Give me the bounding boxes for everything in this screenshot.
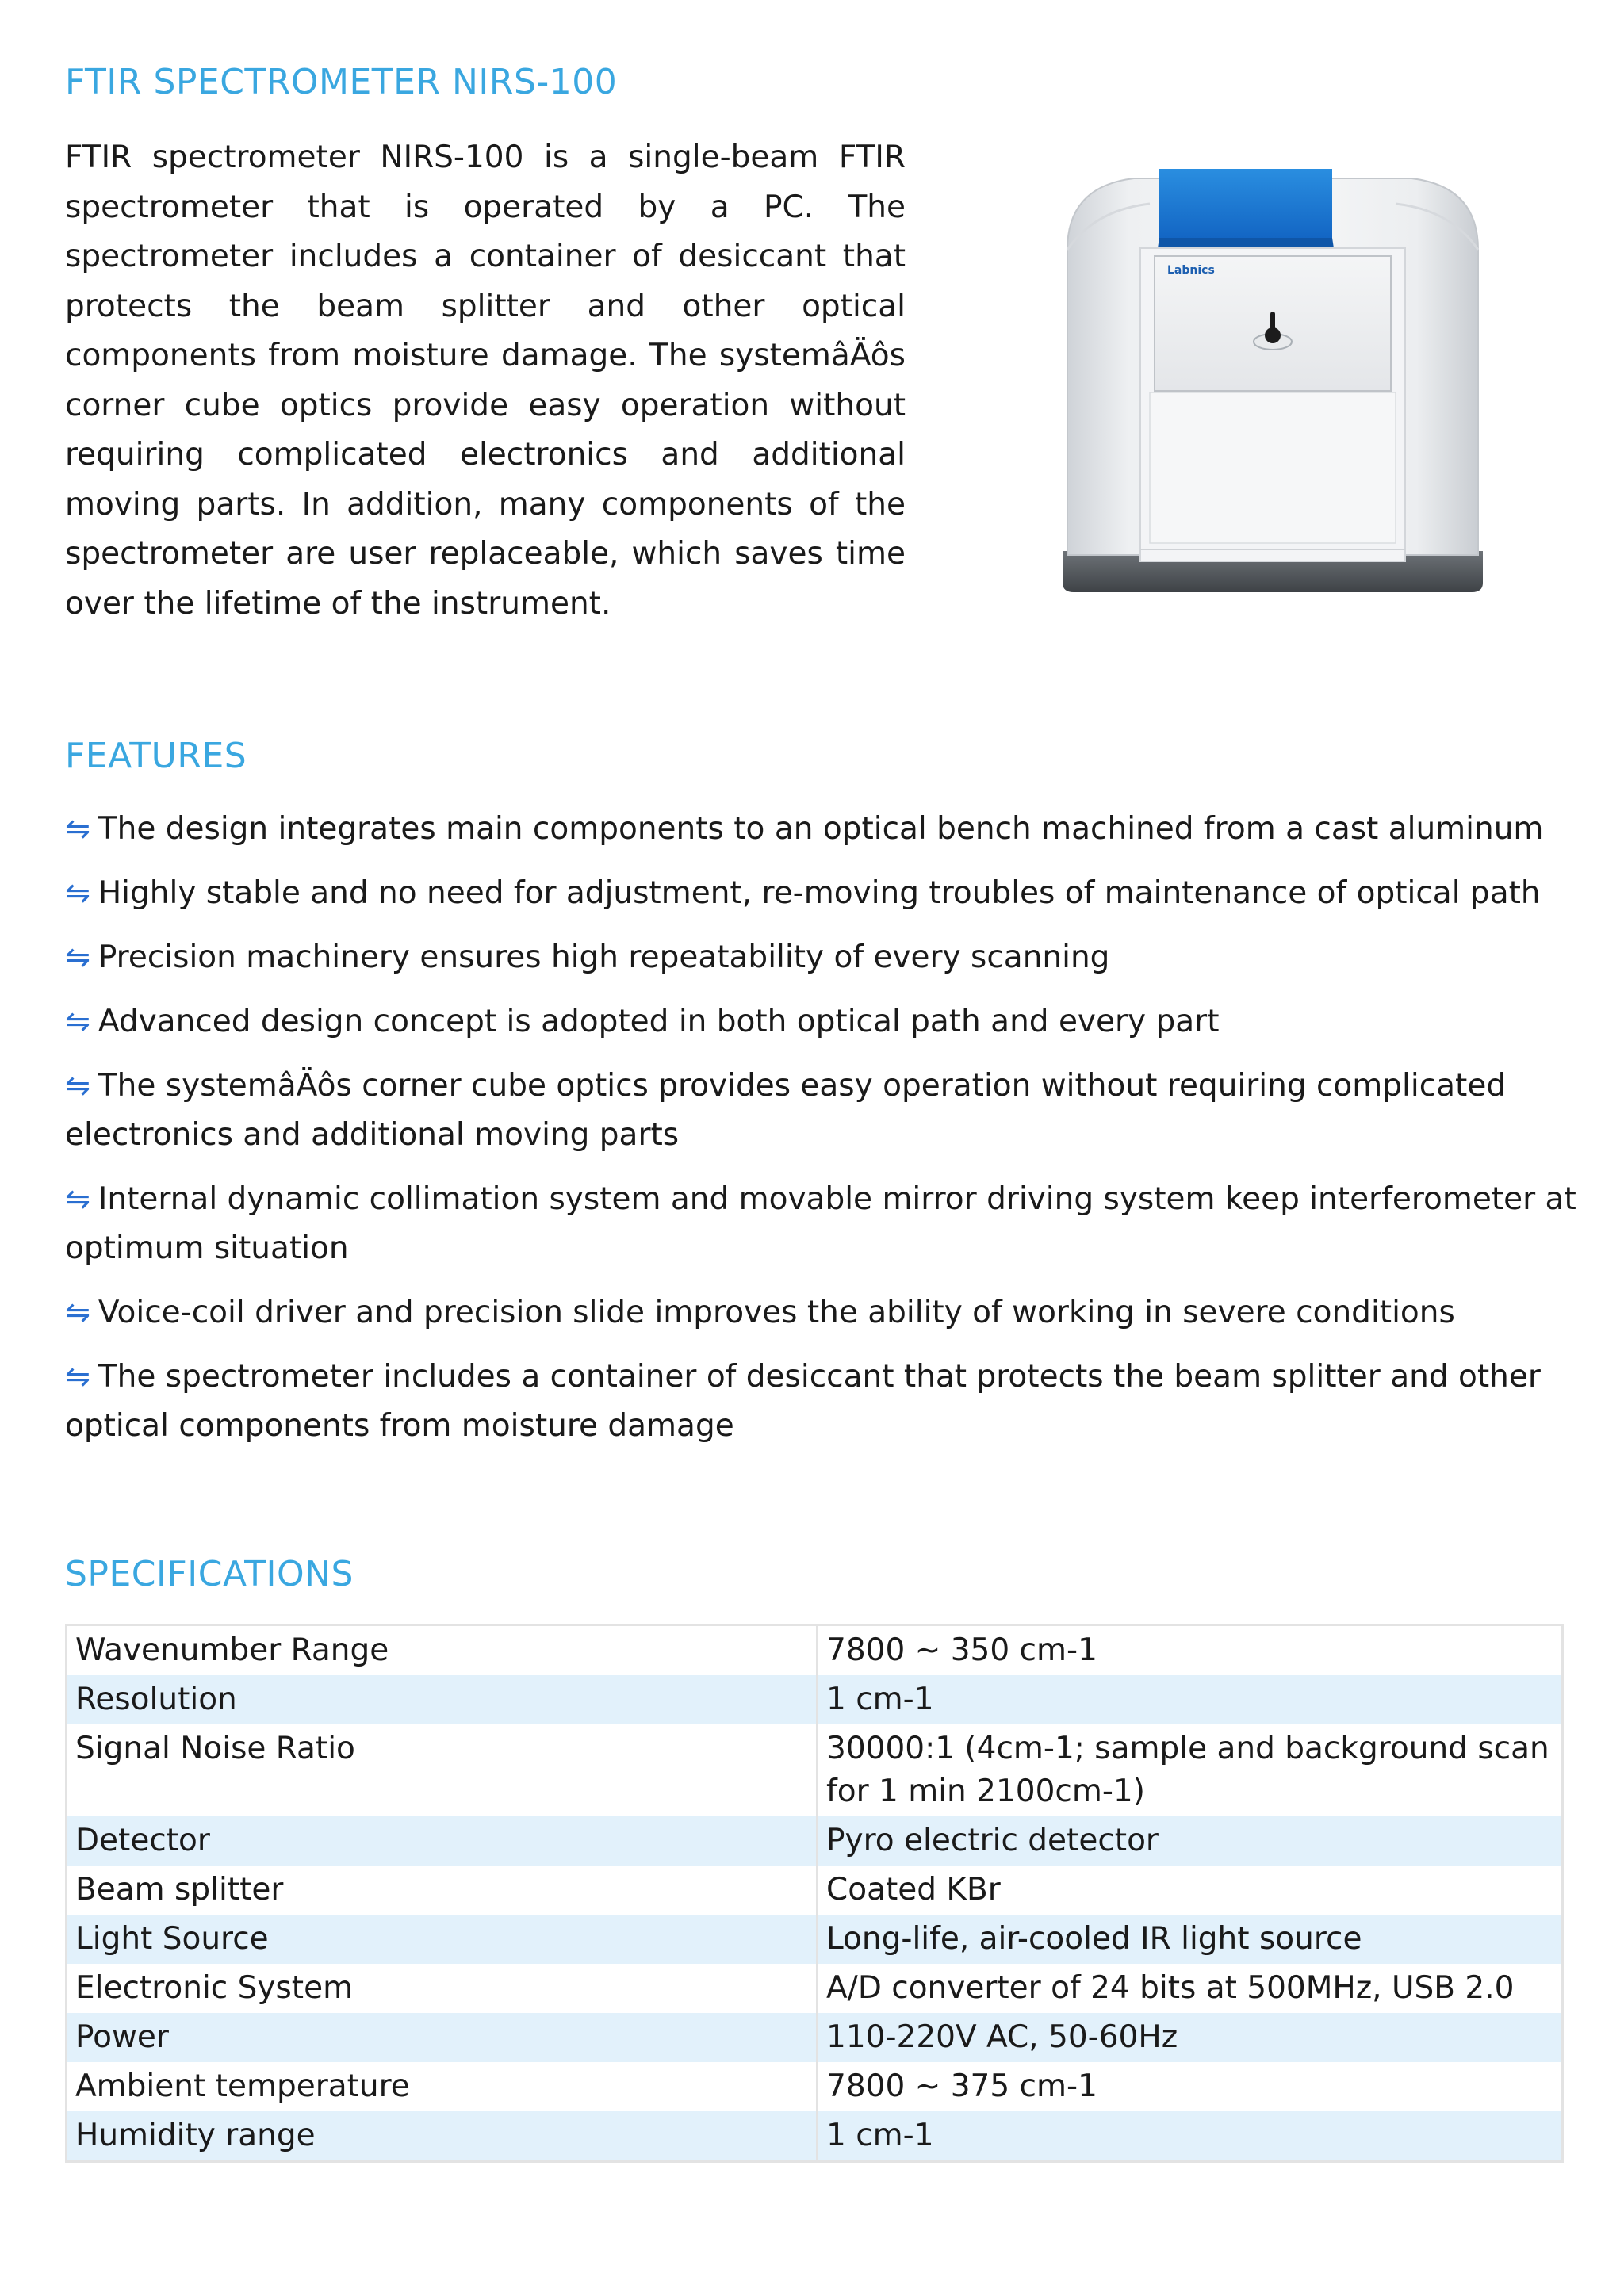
spec-label: Electronic System bbox=[75, 1970, 354, 2006]
svg-text:Labnics: Labnics bbox=[1167, 264, 1215, 277]
intro-paragraph: FTIR spectrometer NIRS-100 is a single-beam FTIR spectrometer that is operated by a PC. The spectrometer includes a container of desiccant that protects the beam splitter and other optical components from moisture damage. The systemâÄôs corner cube optics provide easy operation without requiring complicated electronics and additional moving parts. In addition, many components of the spectrometer are user replaceable, which saves time over the lifetime of the instrument. bbox=[65, 140, 906, 622]
spec-label: Humidity range bbox=[67, 2111, 818, 2162]
bullet-arrows-icon: ⇋ bbox=[65, 1181, 90, 1216]
feature-text: Precision machinery ensures high repeatability of every scanning bbox=[98, 939, 1110, 975]
spec-label: Light Source bbox=[67, 1915, 818, 1964]
feature-item bbox=[65, 1061, 1580, 1160]
feature-item bbox=[65, 932, 1580, 982]
spec-label: Ambient temperature bbox=[75, 2068, 410, 2104]
table-row bbox=[67, 1625, 1563, 1676]
bullet-arrows-icon: ⇋ bbox=[65, 1359, 90, 1394]
feature-text: Highly stable and no need for adjustment, re-moving troubles of maintenance of optical path bbox=[98, 875, 1541, 911]
feature-item bbox=[65, 804, 1580, 854]
spec-value: Coated KBr bbox=[818, 1866, 1563, 1915]
table-row bbox=[67, 1866, 1563, 1915]
table-row bbox=[67, 1675, 1563, 1724]
page-title: FTIR SPECTROMETER NIRS-100 bbox=[65, 62, 618, 102]
feature-text: The systemâÄôs corner cube optics provides easy operation without requiring complicated electronics and additional moving parts bbox=[65, 1068, 1507, 1153]
bullet-arrows-icon: ⇋ bbox=[65, 1004, 90, 1039]
spec-value: A/D converter of 24 bits at 500MHz, USB 2.0 bbox=[818, 1964, 1563, 2013]
feature-item bbox=[65, 868, 1580, 918]
spec-label: Resolution bbox=[67, 1675, 818, 1724]
spec-value: 30000:1 (4cm-1; sample and background scan for 1 min 2100cm-1) bbox=[818, 1724, 1563, 1816]
bullet-arrows-icon: ⇋ bbox=[65, 1068, 90, 1103]
features-list bbox=[65, 804, 1580, 1465]
feature-text: The spectrometer includes a container of desiccant that protects the beam splitter and other optical components from moisture damage bbox=[65, 1359, 1541, 1444]
spec-label: Beam splitter bbox=[75, 1872, 284, 1908]
feature-item bbox=[65, 1288, 1580, 1337]
bullet-arrows-icon: ⇋ bbox=[65, 1295, 90, 1330]
spec-label: Signal Noise Ratio bbox=[75, 1731, 355, 1766]
table-row bbox=[67, 1915, 1563, 1964]
table-row bbox=[67, 1964, 1563, 2013]
bullet-arrows-icon: ⇋ bbox=[65, 939, 90, 974]
specifications-heading: SPECIFICATIONS bbox=[65, 1554, 354, 1594]
spec-value: 7800 ~ 350 cm-1 bbox=[818, 1625, 1563, 1676]
feature-item bbox=[65, 1174, 1580, 1273]
feature-text: Internal dynamic collimation system and movable mirror driving system keep interferometer at optimum situation bbox=[65, 1181, 1576, 1266]
table-row bbox=[67, 1724, 1563, 1816]
spec-value: 1 cm-1 bbox=[818, 1675, 1563, 1724]
spec-value: 7800 ~ 375 cm-1 bbox=[818, 2062, 1563, 2111]
spec-value: 110-220V AC, 50-60Hz bbox=[818, 2013, 1563, 2062]
spectrometer-image bbox=[1047, 155, 1499, 607]
specifications-table bbox=[65, 1624, 1564, 2163]
feature-text: Advanced design concept is adopted in both optical path and every part bbox=[98, 1004, 1220, 1039]
spec-label: Power bbox=[67, 2013, 818, 2062]
table-row bbox=[67, 2111, 1563, 2162]
feature-text: Voice-coil driver and precision slide improves the ability of working in severe conditions bbox=[98, 1295, 1455, 1330]
spec-value: Long-life, air-cooled IR light source bbox=[818, 1915, 1563, 1964]
spec-label: Detector bbox=[67, 1816, 818, 1866]
bullet-arrows-icon: ⇋ bbox=[65, 811, 90, 846]
spec-value: 1 cm-1 bbox=[818, 2111, 1563, 2162]
table-row bbox=[67, 2062, 1563, 2111]
feature-text: The design integrates main components to an optical bench machined from a cast aluminum bbox=[98, 811, 1544, 847]
features-heading: FEATURES bbox=[65, 736, 247, 776]
spec-label: Wavenumber Range bbox=[75, 1632, 389, 1668]
feature-item bbox=[65, 997, 1580, 1047]
table-row bbox=[67, 1816, 1563, 1866]
feature-item bbox=[65, 1352, 1580, 1451]
spec-value: Pyro electric detector bbox=[818, 1816, 1563, 1866]
table-row bbox=[67, 2013, 1563, 2062]
bullet-arrows-icon: ⇋ bbox=[65, 875, 90, 910]
